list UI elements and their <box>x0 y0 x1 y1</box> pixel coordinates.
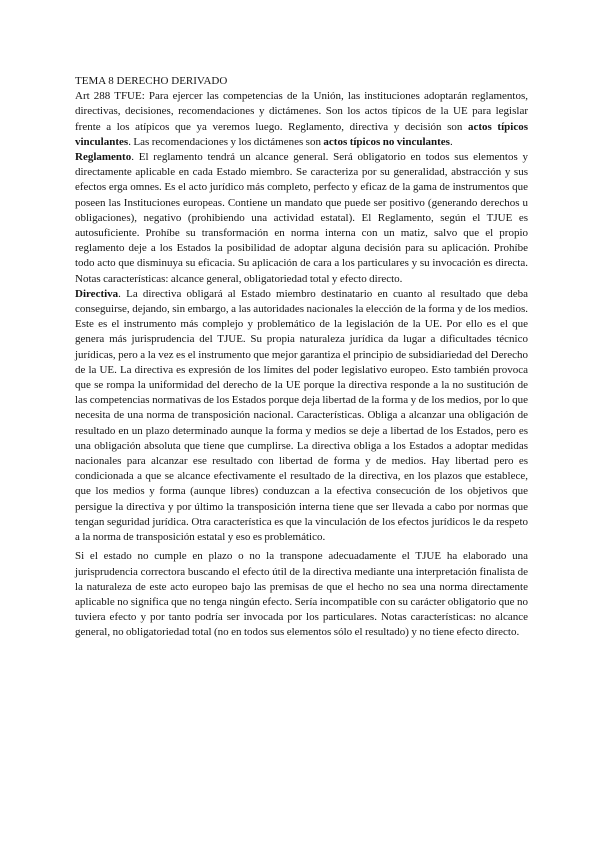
intro-text-2: . Las recomendaciones y los dictámenes son <box>128 135 324 148</box>
reglamento-paragraph <box>75 150 528 287</box>
intro-text-3: . <box>449 135 453 148</box>
document-title: TEMA 8 DERECHO DERIVADO <box>75 75 228 87</box>
directiva-heading: Directiva <box>75 287 119 300</box>
intro-text-1: Art 288 TFUE: Para ejercer las competencias de la Unión, las instituciones adoptarán reglamentos, directivas, decisiones, recomendaciones y dictámenes. Son los actos típicos de la UE para legislar frente a los atípicos que ya veremos luego. Reglamento, directiva y decisión son <box>75 90 528 133</box>
reglamento-text: . El reglamento tendrá un alcance general. Será obligatorio en todos sus elementos y directamente aplicable en cada Estado miembro. Se caracteriza por su generalidad, abstracción y sus efectos erga omnes. Es el acto jurídico más completo, perfecto y eficaz de la gama de instrumentos que poseen las Instituciones europeas. Contiene un mandato que puede ser positivo (generando derechos u obligaciones), negativo (prohibiendo una actividad estatal). El Reglamento, según el TJUE es autosuficiente. Prohíbe su transformación en norma interna con un matiz, salvo que el propio reglamento deje a los Estados la posibilidad de adoptar alguna decisión para su aplicación. Prohíbe todo acto que disminuya su eficacia. Su aplicación de cara a los particulares y su invocación es directa. Notas características: alcance general, obligatoriedad total y efecto directo. <box>75 151 528 285</box>
directiva-paragraph <box>75 287 528 545</box>
reglamento-heading: Reglamento <box>75 151 132 164</box>
final-paragraph: Si el estado no cumple en plazo o no la transpone adecuadamente el TJUE ha elaborado una jurisprudencia correctora buscando el efecto útil de la directiva mediante una interpretación finalista de la naturaleza de este acto europeo bajo las premisas de que el hecho no sea una norma directamente aplicable no significa que no tenga ningún efecto. Sería incompatible con su carácter obligatorio que no tuviera efecto y por tanto podría ser invocada por los particulares. Notas características: no alcance general, no obligatoriedad total (no en todos sus elementos sólo el resultado) y no tiene efecto directo. <box>75 550 528 639</box>
intro-bold-binding-acts: actos típicos vinculantes <box>75 120 528 148</box>
intro-bold-nonbinding-acts: actos típicos no vinculantes <box>323 135 450 148</box>
intro-paragraph <box>75 89 528 150</box>
directiva-text: . La directiva obligará al Estado miembro destinatario en cuanto al resultado que deba conseguirse, dejando, sin embargo, a las autoridades nacionales la elección de la forma y de los medios. Este es el instrumento más complejo y problemático de la legislación de la UE. Por ello es el que genera más jurisprudencia del TJUE. Su propia naturaleza jurídica da lugar a dificultades técnico jurídicas, pero a la vez es el instrumento que mejor garantiza el principio de subsidiariedad del Derecho de la UE. La directiva es expresión de los límites del poder legislativo europeo. Esto también provoca que se rompa la uniformidad del derecho de la UE porque la directiva responde a la no sustitución de las competencias normativas de los Estados porque deja libertad de la forma y de los medios, por lo que necesita de una norma de transposición nacional. Características. Obliga a alcanzar una obligación de resultado en un plazo determinado aunque la forma y medios se deje a libertad de los Estados, pero es una obligación absoluta que tiene que cumplirse. La directiva obliga a los Estados a adoptar medidas nacionales para alcanzar ese resultado con libertad de forma y de medios. Hay libertad pero es condicionada a que se alcance efectivamente el resultado de la directiva, en los plazos que establece, que los medios y forma (aunque libres) conduzcan a la efectiva consecución de los objetivos que persigue la directiva y por último la transposición interna tiene que ser llevada a cabo por normas que tengan seguridad jurídica. Otra característica es que la vinculación de los efectos jurídicos le da respeto a la norma de transposición estatal y eso es problemático. <box>75 287 528 544</box>
